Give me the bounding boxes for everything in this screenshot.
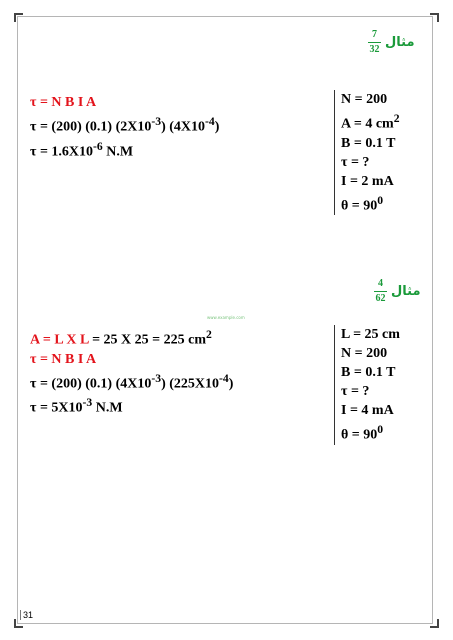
example-1-fraction [368, 30, 381, 55]
formula-line [30, 93, 219, 112]
equation-text: N.M [102, 144, 134, 160]
given-item: B = 0.1 T [341, 135, 396, 151]
substitution-line [30, 369, 233, 394]
exponent: -3 [82, 396, 93, 410]
equation-text: τ = 5X10 [30, 400, 83, 416]
equation-text: ) [228, 376, 234, 392]
corner-mark [14, 13, 23, 22]
corner-mark [430, 619, 439, 628]
example-2-label [374, 279, 421, 304]
corner-mark [14, 619, 23, 628]
exponent: 2 [206, 328, 212, 341]
example-2-solution [30, 325, 233, 418]
formula-red: τ = N B I A [30, 95, 97, 110]
given-item: N = 200 [341, 346, 388, 361]
given-item: A = 4 $cm^2$ [341, 112, 400, 132]
area-line [30, 325, 233, 350]
page-number: 31 [20, 610, 33, 620]
watermark: www.example.com [207, 315, 245, 320]
fraction-numerator: 4 [378, 278, 383, 289]
equation-text: τ = 1.6X10 [30, 144, 94, 160]
given-item: B = 0.1 T [341, 365, 396, 380]
example-2-fraction [374, 279, 387, 304]
exponent: -4 [205, 115, 215, 128]
result-line [30, 137, 219, 162]
equation-text: ) (225X10 [161, 376, 220, 392]
example-word: مثال [391, 284, 421, 299]
fraction-numerator: 7 [372, 29, 377, 40]
example-word: مثال [385, 35, 415, 50]
corner-mark [430, 13, 439, 22]
exponent: -6 [93, 139, 103, 153]
exponent: -3 [151, 371, 162, 385]
result-line [30, 393, 233, 418]
given-item: τ = ? [341, 154, 370, 170]
given-item: $\theta = 90^0$ [341, 193, 384, 214]
formula-red: τ = N B I A [30, 351, 97, 367]
given-item: τ = ? [341, 384, 370, 399]
fraction-denominator: 62 [375, 293, 386, 304]
equation-text: τ = (200) (0.1) (2X10 [30, 119, 152, 135]
example-1-label [368, 30, 415, 55]
given-item: I = 4 mA [341, 403, 394, 418]
equation-text: = 25 X 25 = 225 cm [88, 332, 207, 348]
exponent: -4 [219, 371, 229, 385]
example-2-given [334, 325, 400, 445]
equation-text: ) (4X10 [161, 119, 206, 135]
given-item: L = 25 cm [341, 327, 400, 342]
equation-text: τ = (200) (0.1) (4X10 [30, 376, 152, 392]
equation-text: ) [214, 119, 220, 135]
formula-line [30, 350, 233, 369]
exponent: -3 [151, 115, 162, 128]
given-item: N = 200 [341, 92, 388, 107]
fraction-denominator: 32 [369, 44, 380, 55]
given-item: I = 2 mA [341, 173, 394, 189]
given-item: $\theta = 90^0$ [341, 423, 384, 443]
formula-red: A = L X L [30, 332, 89, 348]
equation-text: N.M [92, 400, 123, 416]
example-1-given [334, 90, 400, 215]
substitution-line [30, 112, 219, 137]
example-1-solution [30, 93, 219, 161]
